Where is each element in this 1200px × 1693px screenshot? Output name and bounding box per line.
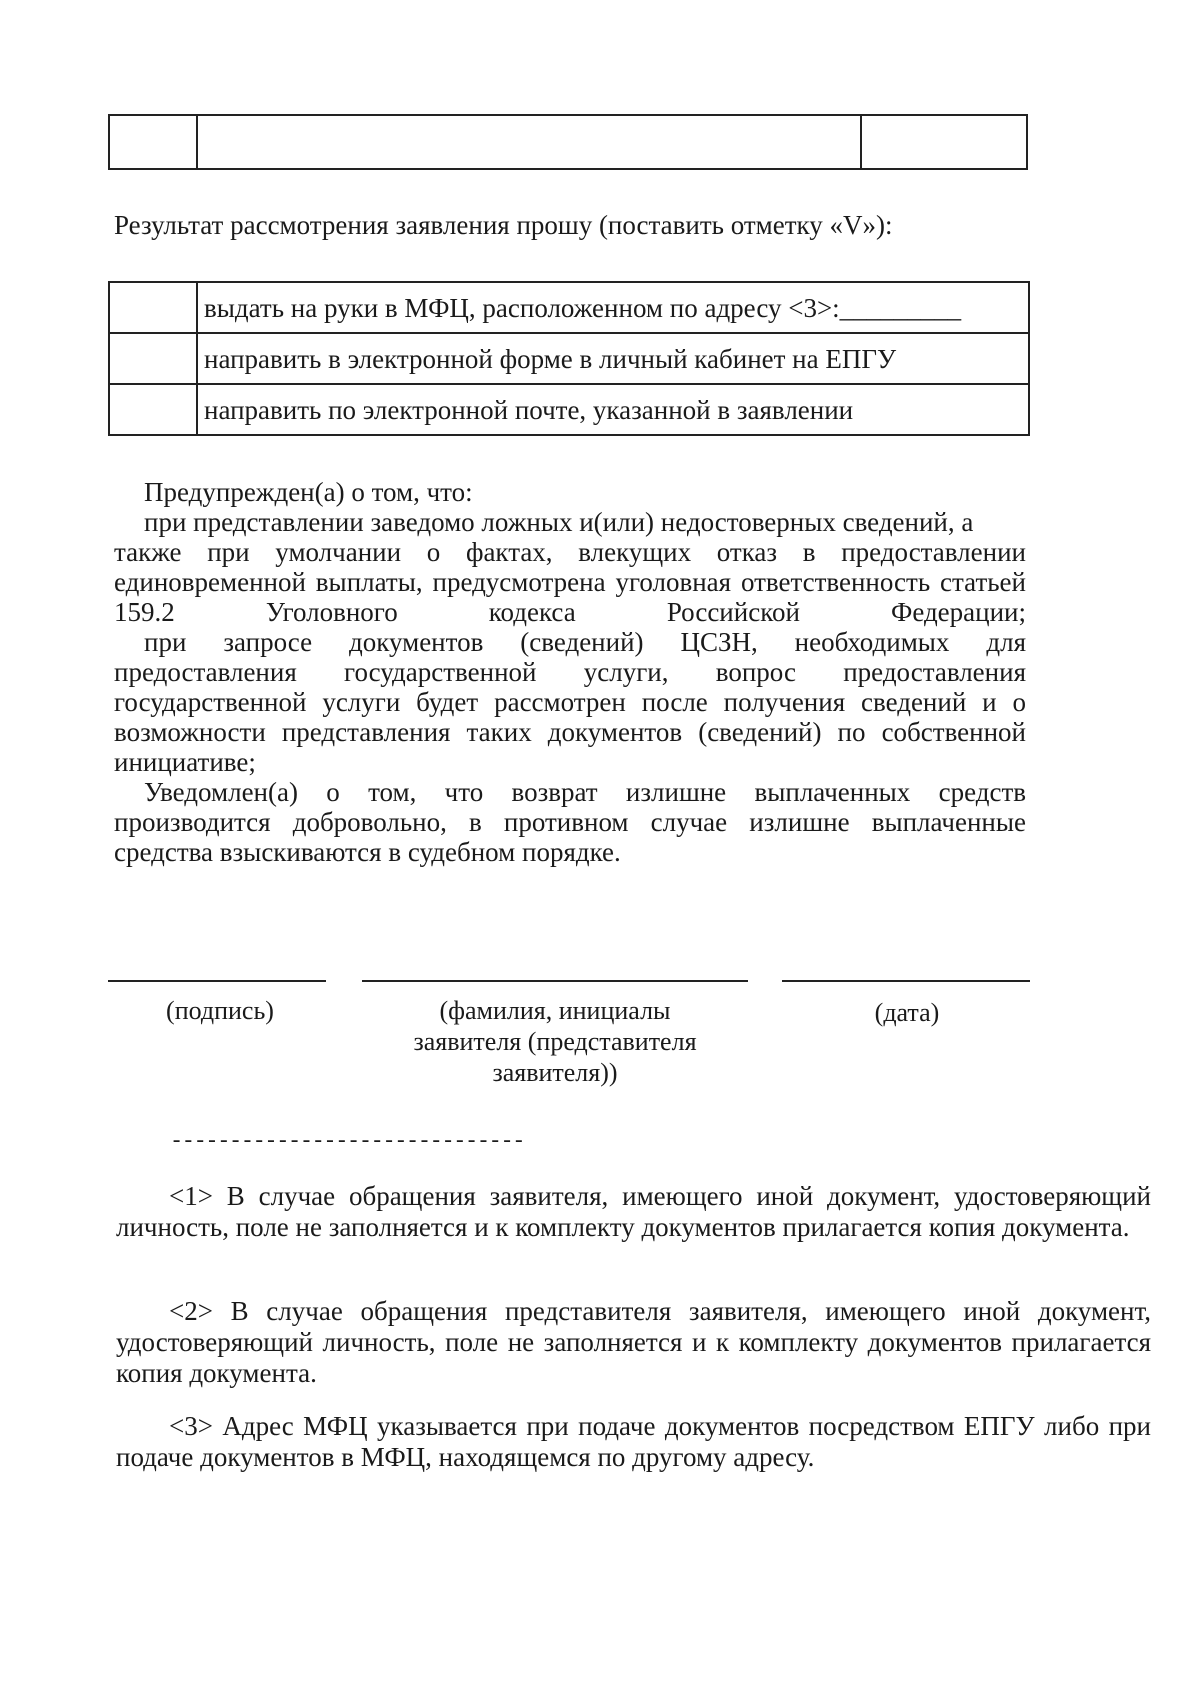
- signature-line[interactable]: [108, 980, 326, 982]
- delivery-option-checkbox-epgu[interactable]: [109, 333, 197, 384]
- footnote-3: <3> Адрес МФЦ указывается при подаче документов посредством ЕПГУ либо при подаче документов в МФЦ, находящемся по другому адресу.: [116, 1411, 1151, 1472]
- date-line[interactable]: [782, 980, 1030, 982]
- footnote-2: <2> В случае обращения представителя заявителя, имеющего иной документ, удостоверяющий личность, поле не заполняется и к комплекту документов прилагается копия документа.: [116, 1296, 1151, 1388]
- warning-p1-rest: также при умолчании о фактах, влекущих отказ в предоставлении единовременной выплаты, предусмотрена уголовная ответственность статьей 159.2 Уголовного кодекса Российской Федерации;: [114, 537, 1026, 627]
- delivery-options-table: [108, 281, 1030, 436]
- notice-rest: производится добровольно, в противном случае излишне выплаченные средства взыскиваются в судебном порядке.: [114, 807, 1026, 867]
- delivery-option-label: выдать на руки в МФЦ, расположенном по адресу <3>:_________: [197, 282, 1029, 333]
- warning-p2-rest: предоставления государственной услуги, вопрос предоставления государственной услуги будет рассмотрен после получения сведений и о возможности представления таких документов (сведений) по собственной инициативе;: [114, 657, 1026, 777]
- date-caption: (дата): [874, 998, 940, 1027]
- name-line[interactable]: [362, 980, 748, 982]
- delivery-option-checkbox-email[interactable]: [109, 384, 197, 435]
- top-table-cell-2[interactable]: [197, 115, 861, 169]
- signature-caption: (подпись): [166, 996, 274, 1025]
- delivery-option-row: [109, 282, 1029, 333]
- delivery-option-checkbox-mfc[interactable]: [109, 282, 197, 333]
- notice-line1: Уведомлен(а) о том, что возврат излишне выплаченных средств: [144, 777, 1026, 807]
- warning-block: [114, 477, 1026, 867]
- delivery-option-label: направить в электронной форме в личный кабинет на ЕПГУ: [197, 333, 1029, 384]
- result-heading: Результат рассмотрения заявления прошу (поставить отметку «V»):: [114, 210, 893, 240]
- warning-p2-line1: при запросе документов (сведений) ЦСЗН, необходимых для: [144, 627, 1026, 657]
- top-table-cell-3[interactable]: [861, 115, 1027, 169]
- footnote-separator: ------------------------------: [170, 1129, 525, 1154]
- top-empty-table: [108, 114, 1028, 170]
- top-table-cell-1[interactable]: [109, 115, 197, 169]
- footnote-1: <1> В случае обращения заявителя, имеющего иной документ, удостоверяющий личность, поле не заполняется и к комплекту документов прилагается копия документа.: [116, 1181, 1151, 1242]
- delivery-option-label: направить по электронной почте, указанной в заявлении: [197, 384, 1029, 435]
- warning-intro: Предупрежден(а) о том, что:: [144, 477, 473, 507]
- name-caption: (фамилия, инициалы заявителя (представителя заявителя)): [413, 996, 697, 1087]
- delivery-option-row: [109, 384, 1029, 435]
- warning-p1-line1: при представлении заведомо ложных и(или) недостоверных сведений, а: [144, 507, 974, 537]
- delivery-option-row: [109, 333, 1029, 384]
